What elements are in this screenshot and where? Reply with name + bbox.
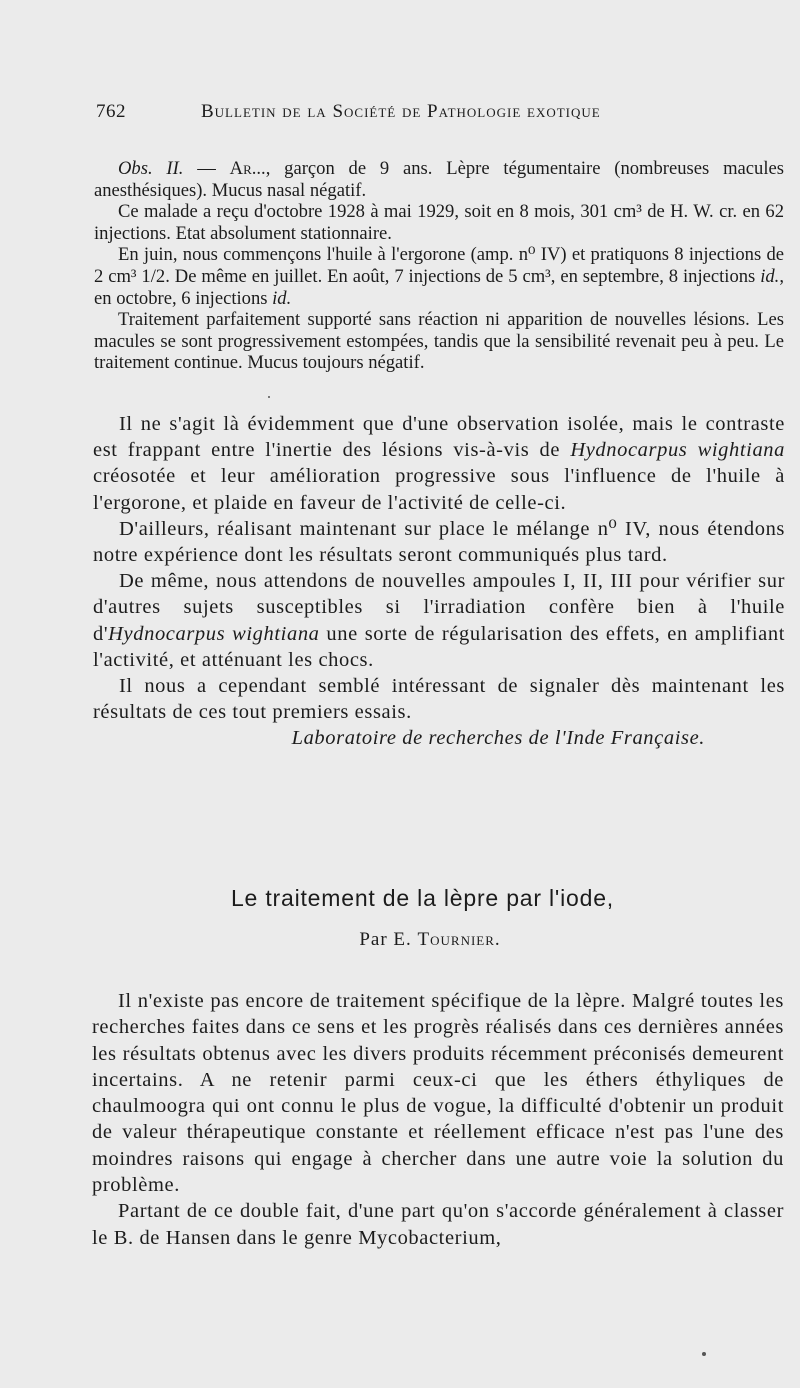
print-speck [268, 396, 270, 398]
observation-label: Obs. II. [118, 158, 184, 179]
observation-dash: — [183, 158, 230, 179]
observation-paragraph [94, 158, 784, 201]
page-number: 762 [96, 101, 126, 122]
article-body [92, 988, 784, 1251]
discussion-paragraph: D'ailleurs, réalisant maintenant sur place le mélange n⁰ IV, nous étendons notre expérience dont les résultats seront communiqués plus tard. [93, 517, 785, 567]
observation-block [94, 158, 784, 374]
observation-paragraph: Ce malade a reçu d'octobre 1928 à mai 1929, soit en 8 mois, 301 cm³ de H. W. cr. en 62 injections. Etat absolument stationnaire. [94, 201, 784, 244]
article-author: Par E. Tournier. [359, 929, 501, 950]
discussion-paragraph: Il ne s'agit là évidemment que d'une observation isolée, mais le contraste est frappant entre l'inertie des lésions vis-à-vis de Hydnocarpus wightiana créosotée et leur amélioration progressive sous l'influence de l'huile à l'ergorone, et plaide en faveur de l'activité de celle-ci. [93, 413, 785, 514]
observation-paragraph: En juin, nous commençons l'huile à l'ergorone (amp. n⁰ IV) et pratiquons 8 injections de 2 cm³ 1/2. De même en juillet. En août, 7 injections de 5 cm³, en septembre, 8 injections id., en octobre, 6 injections id. [94, 244, 784, 309]
species-name: Hydnocarpus wightiana [108, 622, 320, 645]
print-speck [702, 1352, 706, 1356]
article-paragraph: Il n'existe pas encore de traitement spécifique de la lèpre. Malgré toutes les recherches faites dans ce sens et les progrès réalisés dans ces dernières années les résultats obtenus avec les divers produits récemment préconisés demeurent incertains. A ne retenir parmi ceux-ci que les éthers éthyliques de chaulmoogra qui ont connu le plus de vogue, la difficulté d'obtenir un produit de valeur thérapeutique constante et réellement efficace n'est pas l'une des moindres raisons qui engage à chercher dans une autre voie la solution du problème. [92, 990, 784, 1197]
discussion-paragraph: Il nous a cependant semblé intéressant de signaler dès maintenant les résultats de ces tout premiers essais. [93, 675, 785, 724]
author-name: Tournier. [417, 929, 501, 950]
observation-text: , garçon de 9 ans. Lèpre tégumentaire (nombreuses macules anesthésiques). Mucus nasal négatif. [94, 158, 784, 201]
species-name: Hydnocarpus wightiana [570, 439, 785, 462]
laboratory-signature: Laboratoire de recherches de l'Inde Française. [291, 727, 705, 750]
article-paragraph: Partant de ce double fait, d'une part qu'on s'accorde généralement à classer le B. de Hansen dans le genre Mycobacterium, [92, 1200, 784, 1249]
discussion-block [93, 411, 785, 752]
discussion-paragraph: De même, nous attendons de nouvelles ampoules I, II, III pour vérifier sur d'autres sujets susceptibles si l'irradiation confère bien à l'huile d'Hydnocarpus wightiana une sorte de régularisation des effets, en amplifiant l'activité, et atténuant les chocs. [93, 570, 785, 671]
article-title: Le traitement de la lèpre par l'iode, [230, 885, 615, 911]
patient-initials: Ar... [229, 158, 266, 179]
running-title: Bulletin de la Société de Pathologie exotique [201, 101, 601, 122]
observation-paragraph: Traitement parfaitement supporté sans réaction ni apparition de nouvelles lésions. Les macules se sont progressivement estompées, tandis que la sensibilité revenait peu à peu. Le traitement continue. Mucus toujours négatif. [94, 309, 784, 374]
